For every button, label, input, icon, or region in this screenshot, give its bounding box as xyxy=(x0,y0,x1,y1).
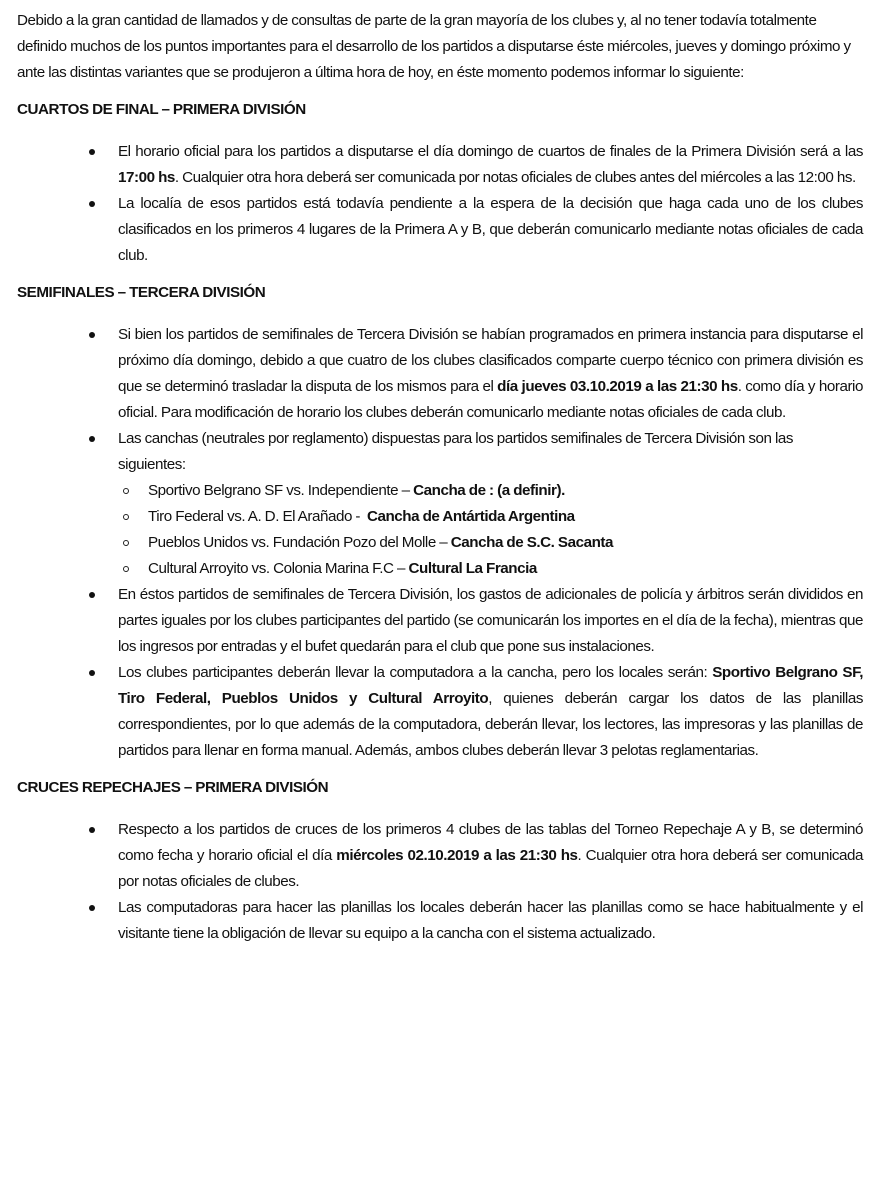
section-heading-cuartos: CUARTOS DE FINAL – PRIMERA DIVISIÓN xyxy=(17,101,306,118)
item-bold-clubs: Sportivo Belgrano SF, Tiro Federal, Pueblos Unidos y Cultural Arroyito xyxy=(118,664,864,707)
list-item xyxy=(17,426,863,582)
item-text: Respecto a los partidos de cruces de los primeros 4 clubes de las tablas del Torneo Repechaje A y B, se determinó como fecha y horario oficial el día xyxy=(118,821,863,864)
bullet-icon xyxy=(89,201,95,207)
item-text: . Cualquier otra hora deberá ser comunicada por notas oficiales de clubes. xyxy=(118,847,863,890)
match-venue: Cancha de S.C. Sacanta xyxy=(450,534,614,551)
list-item xyxy=(17,660,863,764)
bullet-list-repechajes xyxy=(17,817,863,947)
item-text: En éstos partidos de semifinales de Tercera División, los gastos de adicionales de policía y árbitros serán divididos en partes iguales por los clubes participantes del partido (se comunicarán los importes en el día de la fecha), mientras que los ingresos por entradas y el bufet quedarán para el club que pone sus instalaciones. xyxy=(118,586,863,655)
circle-bullet-icon xyxy=(123,540,129,546)
match-item xyxy=(118,504,863,530)
item-text: Las computadoras para hacer las planillas los locales deberán hacer las planillas como se hace habitualmente y el visitante tiene la obligación de llevar su equipo a la cancha con el sistema actualizado. xyxy=(118,899,863,942)
match-teams: Pueblos Unidos vs. Fundación Pozo del Molle – xyxy=(148,534,451,551)
bullet-icon xyxy=(89,592,95,598)
list-item xyxy=(17,139,863,191)
item-text: . como día y horario oficial. Para modificación de horario los clubes deberán comunicarlo mediante notas oficiales de cada club. xyxy=(118,378,863,421)
match-item xyxy=(118,556,863,582)
bullet-icon xyxy=(89,905,95,911)
bullet-icon xyxy=(89,332,95,338)
bullet-list-semifinales xyxy=(17,322,863,764)
item-text: La localía de esos partidos está todavía pendiente a la espera de la decisión que haga cada uno de los clubes clasificados en los primeros 4 lugares de la Primera A y B, que deberán comunicarlo mediante notas oficiales de cada club. xyxy=(118,195,863,264)
circle-bullet-icon xyxy=(123,488,129,494)
match-list xyxy=(118,478,863,582)
match-teams: Sportivo Belgrano SF vs. Independiente – xyxy=(148,482,414,499)
list-item xyxy=(17,191,863,269)
match-item xyxy=(118,530,863,556)
item-bold-date: día jueves 03.10.2019 a las 21:30 hs xyxy=(497,378,738,395)
match-venue: Cancha de : (a definir). xyxy=(413,482,565,499)
circle-bullet-icon xyxy=(123,566,129,572)
item-text: . Cualquier otra hora deberá ser comunicada por notas oficiales de clubes antes del miércoles a las 12:00 hs. xyxy=(174,169,856,186)
item-text: El horario oficial para los partidos a disputarse el día domingo de cuartos de finales de la Primera División será a las xyxy=(118,143,863,160)
bullet-icon xyxy=(89,436,95,442)
match-item xyxy=(118,478,863,504)
bullet-icon xyxy=(89,149,95,155)
match-teams: Cultural Arroyito vs. Colonia Marina F.C – xyxy=(148,560,409,577)
bullet-icon xyxy=(89,670,95,676)
match-venue: Cancha de Antártida Argentina xyxy=(366,508,575,525)
circle-bullet-icon xyxy=(123,514,129,520)
match-venue: Cultural La Francia xyxy=(408,560,537,577)
intro-paragraph: Debido a la gran cantidad de llamados y de consultas de parte de la gran mayoría de los clubes y, al no tener todavía totalmente definido muchos de los puntos importantes para el desarrollo de los partidos a disputarse éste miércoles, jueves y domingo próximo y ante las distintas variantes que se produjeron a última hora de hoy, en éste momento podemos informar lo siguiente: xyxy=(17,12,851,81)
section-heading-repechajes: CRUCES REPECHAJES – PRIMERA DIVISIÓN xyxy=(17,779,329,796)
match-teams: Tiro Federal vs. A. D. El Arañado - xyxy=(148,508,367,525)
item-bold-time: 17:00 hs xyxy=(118,169,175,186)
list-item xyxy=(17,817,863,895)
section-heading-semifinales: SEMIFINALES – TERCERA DIVISIÓN xyxy=(17,284,266,301)
item-text: Los clubes participantes deberán llevar la computadora a la cancha, pero los locales serán: xyxy=(118,664,713,681)
item-text: Si bien los partidos de semifinales de Tercera División se habían programados en primera instancia para disputarse el próximo día domingo, debido a que cuatro de los clubes clasificados comparte cuerpo técnico con primera división es que se determinó trasladar la disputa de los mismos para el xyxy=(118,326,863,395)
list-item xyxy=(17,322,863,426)
bullet-list-cuartos xyxy=(17,139,863,269)
list-item xyxy=(17,582,863,660)
item-bold-date: miércoles 02.10.2019 a las 21:30 hs xyxy=(336,847,578,864)
list-item xyxy=(17,895,863,947)
bullet-icon xyxy=(89,827,95,833)
item-text: Las canchas (neutrales por reglamento) dispuestas para los partidos semifinales de Tercera División son las siguientes: xyxy=(118,430,794,473)
item-text: , quienes deberán cargar los datos de las planillas correspondientes, por lo que además de la computadora, deberán llevar, los lectores, las impresoras y las planillas de partidos para llenar en forma manual. Además, ambos clubes deberán llevar 3 pelotas reglamentarias. xyxy=(118,690,863,759)
